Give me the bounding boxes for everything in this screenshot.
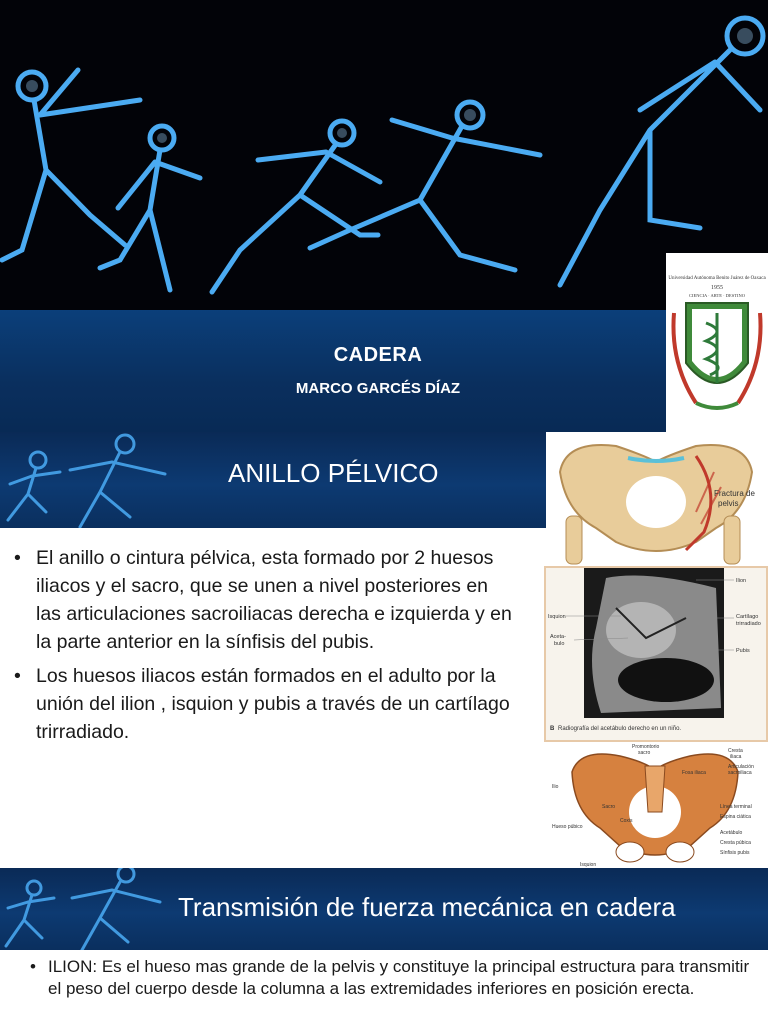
- image-label: Isquion: [580, 862, 597, 868]
- pelvis-fracture-image: [546, 432, 768, 566]
- slide-header: [0, 432, 546, 528]
- author-name: MARCO GARCÉS DÍAZ: [295, 380, 461, 397]
- image-label: Acetábulo: [720, 830, 743, 836]
- image-label: Fosa iliaca: [682, 770, 706, 776]
- caption-letter: B: [550, 726, 555, 732]
- acetabulum-xray-image: [544, 566, 768, 742]
- bullet-glyph: •: [30, 957, 36, 976]
- image-label: sacro: [638, 750, 651, 756]
- image-label: Isquion: [548, 614, 566, 620]
- list-item: [14, 544, 514, 656]
- skeleton-runners-icon: [0, 868, 200, 950]
- bullet-glyph: •: [14, 547, 21, 569]
- image-label: Pubis: [736, 648, 750, 654]
- image-label: Cartílago: [736, 614, 759, 620]
- image-label: Ilio: [552, 784, 559, 790]
- image-label: Línea terminal: [720, 804, 752, 810]
- image-label: Sacro: [602, 804, 616, 810]
- list-item-text: ILION: Es el hueso mas grande de la pelvis y constituye la principal estructura para transmitir el peso del cuerpo desde la columna a las extremidades inferiores en posición erecta.: [48, 957, 750, 998]
- skeleton-runners-image: [0, 0, 768, 310]
- skeleton-runners-icon: [0, 432, 220, 528]
- image-label: Ilion: [736, 578, 747, 584]
- pelvis-anatomy-image: [550, 742, 768, 868]
- image-label: bulo: [554, 641, 565, 647]
- image-label: Promontorio: [632, 744, 660, 750]
- bullet-list: [14, 544, 514, 752]
- slide-title: Transmisión de fuerza mecánica en cadera: [178, 892, 676, 922]
- university-seal-logo: [666, 253, 768, 432]
- list-item-text: El anillo o cintura pélvica, esta formado por 2 huesos iliacos y el sacro, que se unen a nivel posteriores en las articulaciones sacroiliacas derecha e izquierda y en la parte anterior en la sínfisis del pubis.: [36, 547, 512, 653]
- image-label: Fractura de: [714, 489, 755, 498]
- title-slide: [0, 0, 768, 432]
- bullet-list: [30, 956, 752, 1000]
- pelvic-ring-slide: [0, 432, 768, 868]
- image-label: iliaca: [730, 754, 742, 760]
- image-label: Aceta-: [550, 634, 566, 640]
- force-transmission-slide: [0, 868, 768, 1024]
- slide-header: [0, 868, 768, 950]
- list-item: [14, 662, 514, 746]
- list-item: [30, 956, 752, 1000]
- image-caption: Radiografía del acetábulo derecho en un niño.: [558, 726, 682, 732]
- list-item-text: Los huesos iliacos están formados en el adulto por la unión del ilion , isquion y pubis a través de un cartílago trirradiado.: [36, 665, 510, 743]
- title-band: [0, 310, 768, 432]
- slide-title: ANILLO PÉLVICO: [228, 458, 439, 488]
- image-label: Sínfisis pubis: [720, 850, 750, 856]
- image-label: pelvis: [718, 499, 739, 508]
- image-label: Cresta: [728, 748, 743, 754]
- image-label: Cresta púbica: [720, 840, 751, 846]
- image-label: Hueso púbico: [552, 824, 583, 830]
- bullet-glyph: •: [14, 665, 21, 687]
- presentation-title: CADERA: [333, 344, 423, 366]
- svg-text:1955: 1955: [711, 285, 723, 291]
- image-label: Espina ciática: [720, 814, 751, 820]
- image-label: sacroiliaca: [728, 770, 752, 776]
- svg-text:CIENCIA · ARTE · DESTINO: CIENCIA · ARTE · DESTINO: [689, 293, 745, 298]
- image-label: Articulación: [728, 764, 754, 770]
- image-label: trirradiado: [736, 621, 761, 627]
- image-label: Coxis: [620, 818, 633, 824]
- svg-text:Universidad Autónoma Benito Ju: Universidad Autónoma Benito Juárez de Oaxaca: [668, 276, 766, 281]
